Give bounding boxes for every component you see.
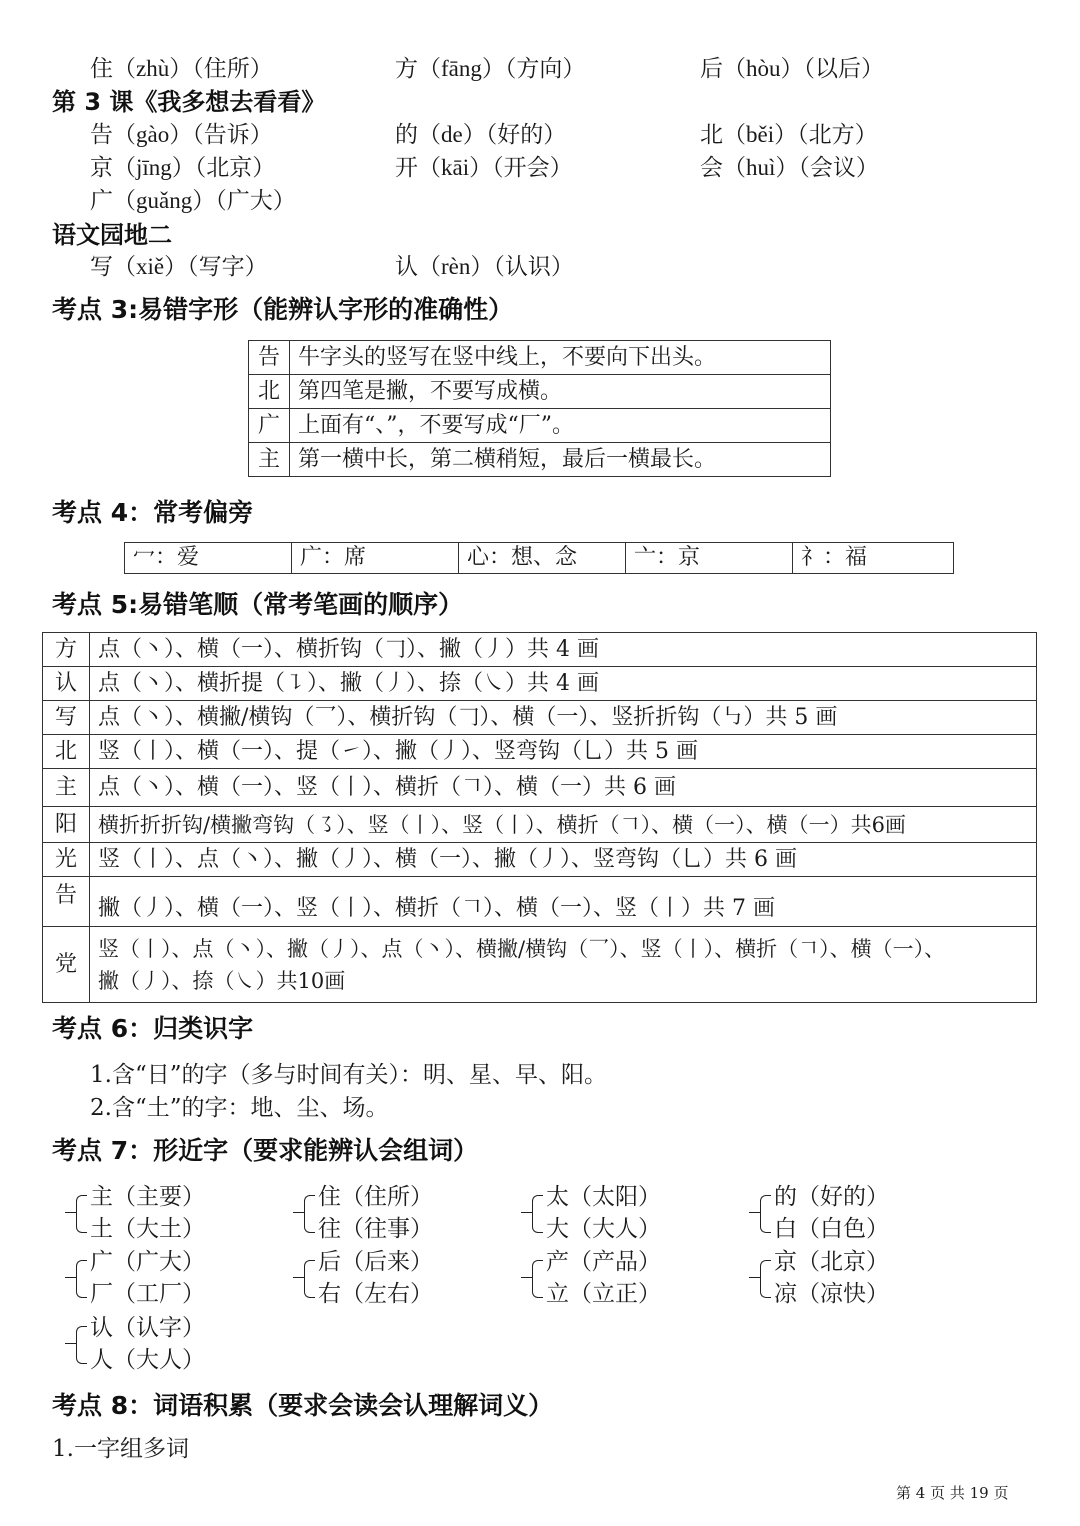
section-title-kp7: 考点 7：形近字（要求能辨认会组词） xyxy=(52,1136,479,1165)
table-cell-order: 撇（丿）、横（一）、竖（丨）、横折（𠃍）、横（一）、竖（丨）共 7 画 xyxy=(90,877,1037,927)
stroke-order-table xyxy=(42,632,1037,1003)
vocab-pinyin: guǎng xyxy=(136,188,193,213)
pair-word: 土（大土） xyxy=(90,1216,205,1242)
vocab-char: 开 xyxy=(395,155,418,181)
vocab-item xyxy=(700,120,878,150)
table-cell-char: 认 xyxy=(43,667,90,701)
paren: ） xyxy=(244,254,268,280)
radical-table xyxy=(124,542,954,574)
table-row xyxy=(249,375,831,409)
table-cell-char: 阳 xyxy=(43,807,90,843)
vocab-char: 后 xyxy=(700,56,723,82)
table-cell-char: 党 xyxy=(43,927,90,1003)
table-cell-order: 横折折折钩/横撇弯钩（㇌）、竖（丨）、竖（丨）、横折（𠃍）、横（一）、横（一）共6画 xyxy=(90,807,1037,843)
brace-icon xyxy=(304,1260,315,1298)
order-line: 竖（丨）、点（丶）、撇（丿）、点（丶）、横撇/横钩（乛）、竖（丨）、横折（𠃍）、横（一）、 xyxy=(98,936,946,961)
vocab-word: 以后 xyxy=(815,56,861,82)
similar-char-pair xyxy=(532,1181,661,1245)
radical-cell: 冖：爱 xyxy=(125,543,292,574)
paren: （ xyxy=(113,122,136,148)
vocab-char: 写 xyxy=(90,254,113,280)
paren: ）（ xyxy=(171,155,207,181)
page-number: 第 4 页 共 19 页 xyxy=(896,1484,1009,1502)
paren: （ xyxy=(418,56,441,82)
paren: ）（ xyxy=(775,155,810,181)
vocab-pinyin: zhù xyxy=(136,56,170,81)
vocab-item xyxy=(90,153,275,183)
vocab-char: 北 xyxy=(700,122,723,148)
vocab-word: 开会 xyxy=(503,155,550,181)
vocab-pinyin: huì xyxy=(746,155,776,180)
table-cell-char: 广 xyxy=(249,409,290,443)
vocab-item xyxy=(90,54,273,84)
vocab-item xyxy=(700,153,879,183)
section-title-kp5: 考点 5:易错笔顺（常考笔画的顺序） xyxy=(52,590,464,619)
paren: （ xyxy=(723,122,746,148)
vocab-pinyin: kāi xyxy=(441,155,470,180)
pair-word: 大（大人） xyxy=(546,1216,661,1242)
list-item: 2.含“土”的字：地、尘、场。 xyxy=(90,1095,389,1121)
radical-cell: 心：想、念 xyxy=(459,543,626,574)
pair-word: 产（产品） xyxy=(546,1249,661,1275)
table-cell-order: 点（丶）、横撇/横钩（乛）、横折钩（𠃌）、横（一）、竖折折钩（㇉）共 5 画 xyxy=(90,701,1037,735)
table-cell-char: 北 xyxy=(43,735,90,769)
vocab-word: 北方 xyxy=(808,122,855,148)
paren: ）（ xyxy=(462,122,498,148)
list-item: 1.含“日”的字（多与时间有关）：明、星、早、阳。 xyxy=(90,1062,607,1088)
vocab-pinyin: jīng xyxy=(136,155,172,180)
paren: ） xyxy=(562,56,586,82)
vocab-char: 广 xyxy=(90,188,113,214)
vocab-char: 告 xyxy=(90,122,113,148)
paren: （ xyxy=(113,188,136,214)
brace-icon xyxy=(532,1195,543,1233)
table-cell-note: 第一横中长，第二横稍短，最后一横最长。 xyxy=(290,443,831,477)
brace-icon xyxy=(76,1260,87,1298)
vocab-char: 住 xyxy=(90,56,113,82)
table-cell-order: 点（丶）、横（一）、横折钩（𠃌）、撇（丿）共 4 画 xyxy=(90,633,1037,667)
table-row xyxy=(249,443,831,477)
radical-cell: 广：席 xyxy=(292,543,459,574)
table-cell-order xyxy=(90,927,1037,1003)
similar-char-pair xyxy=(760,1246,889,1310)
paren: （ xyxy=(418,155,441,181)
table-row xyxy=(125,543,954,574)
vocab-word: 好的 xyxy=(497,122,544,148)
vocab-word: 广大 xyxy=(226,188,273,214)
vocab-item xyxy=(395,54,585,84)
pair-word: 人（大人） xyxy=(90,1347,205,1373)
pair-word: 凉（凉快） xyxy=(774,1281,889,1307)
vocab-pinyin: xiě xyxy=(136,254,165,279)
vocab-item xyxy=(700,54,884,84)
brace-icon xyxy=(760,1260,771,1298)
similar-char-pair xyxy=(76,1312,205,1376)
vocab-char: 会 xyxy=(700,155,723,181)
table-cell-char: 光 xyxy=(43,843,90,877)
table-cell-char: 告 xyxy=(249,341,290,375)
vocab-word: 方向 xyxy=(516,56,563,82)
radical-cell: 礻：福 xyxy=(793,543,954,574)
vocab-item xyxy=(395,252,574,282)
vocab-item xyxy=(90,120,273,150)
similar-char-pair xyxy=(76,1246,205,1310)
paren: ）（ xyxy=(169,56,204,82)
table-row xyxy=(43,927,1037,1003)
table-cell-order: 点（丶）、横折提（㇊）、撇（丿）、捺（㇏）共 4 画 xyxy=(90,667,1037,701)
table-cell-order: 点（丶）、横（一）、竖（丨）、横折（𠃍）、横（一）共 6 画 xyxy=(90,769,1037,807)
table-cell-order: 竖（丨）、点（丶）、撇（丿）、横（一）、撇（丿）、竖弯钩（乚）共 6 画 xyxy=(90,843,1037,877)
table-cell-char: 告 xyxy=(43,877,90,927)
paren: ） xyxy=(249,122,273,148)
paren: ） xyxy=(855,155,879,181)
paren: ） xyxy=(249,56,273,82)
vocab-char: 认 xyxy=(395,254,418,280)
vocab-word: 认识 xyxy=(504,254,551,280)
table-cell-note: 上面有“、”，不要写成“厂”。 xyxy=(290,409,831,443)
vocab-item xyxy=(90,252,268,282)
table-row xyxy=(43,667,1037,701)
pair-word: 的（好的） xyxy=(774,1184,889,1210)
similar-char-pair xyxy=(532,1246,661,1310)
vocab-word: 写字 xyxy=(198,254,245,280)
table-cell-char: 主 xyxy=(249,443,290,477)
similar-char-pair xyxy=(76,1181,205,1245)
vocab-char: 京 xyxy=(90,155,113,181)
pair-word: 立（立正） xyxy=(546,1281,661,1307)
vocab-pinyin: hòu xyxy=(746,56,781,81)
brace-icon xyxy=(76,1326,87,1364)
table-row xyxy=(43,735,1037,769)
paren: （ xyxy=(418,254,441,280)
section-title-kp4: 考点 4：常考偏旁 xyxy=(52,498,254,527)
paren: （ xyxy=(113,155,136,181)
table-row xyxy=(249,409,831,443)
paren: ）（ xyxy=(192,188,227,214)
paren: ）（ xyxy=(470,254,505,280)
subsection-title: 1.一字组多词 xyxy=(52,1436,189,1462)
table-cell-char: 主 xyxy=(43,769,90,807)
paren: （ xyxy=(418,122,441,148)
paren: ） xyxy=(543,122,567,148)
glyph-table xyxy=(248,340,831,477)
table-row xyxy=(43,807,1037,843)
pair-word: 太（太阳） xyxy=(546,1184,661,1210)
section-title-kp8: 考点 8：词语积累（要求会读会认理解词义） xyxy=(52,1391,554,1420)
paren: ） xyxy=(272,188,296,214)
vocab-word: 告诉 xyxy=(203,122,250,148)
paren: （ xyxy=(723,56,746,82)
paren: ） xyxy=(861,56,884,82)
paren: （ xyxy=(113,254,136,280)
pair-word: 厂（工厂） xyxy=(90,1281,205,1307)
section-title-kp6: 考点 6：归类识字 xyxy=(52,1014,254,1043)
brace-icon xyxy=(532,1260,543,1298)
pair-word: 认（认字） xyxy=(90,1315,205,1341)
table-cell-note: 第四笔是撇，不要写成横。 xyxy=(290,375,831,409)
vocab-pinyin: gào xyxy=(136,122,170,147)
pair-word: 主（主要） xyxy=(90,1184,205,1210)
paren: （ xyxy=(723,155,746,181)
paren: ）（ xyxy=(469,155,504,181)
vocab-pinyin: běi xyxy=(746,122,775,147)
vocab-pinyin: de xyxy=(441,122,463,147)
similar-char-pair xyxy=(304,1181,433,1245)
vocab-pinyin: fāng xyxy=(441,56,482,81)
pair-word: 白（白色） xyxy=(774,1216,889,1242)
table-row xyxy=(43,633,1037,667)
pair-word: 右（左右） xyxy=(318,1281,433,1307)
brace-icon xyxy=(760,1195,771,1233)
lesson-title: 第 3 课《我多想去看看》 xyxy=(52,88,326,116)
vocab-char: 的 xyxy=(395,122,418,148)
table-cell-char: 方 xyxy=(43,633,90,667)
garden-title: 语文园地二 xyxy=(52,221,172,249)
table-row xyxy=(43,701,1037,735)
vocab-item xyxy=(90,186,296,216)
table-row xyxy=(43,877,1037,927)
pair-word: 往（往事） xyxy=(318,1216,433,1242)
table-row xyxy=(43,843,1037,877)
vocab-item xyxy=(395,120,566,150)
brace-icon xyxy=(304,1195,315,1233)
paren: ）（ xyxy=(169,122,204,148)
vocab-char: 方 xyxy=(395,56,418,82)
vocab-pinyin: rèn xyxy=(441,254,471,279)
paren: ） xyxy=(854,122,878,148)
table-row xyxy=(249,341,831,375)
vocab-word: 住所 xyxy=(203,56,250,82)
table-cell-char: 北 xyxy=(249,375,290,409)
paren: ）（ xyxy=(164,254,199,280)
paren: ） xyxy=(549,155,573,181)
pair-word: 广（广大） xyxy=(90,1249,205,1275)
paren: （ xyxy=(113,56,136,82)
table-cell-order: 竖（丨）、横（一）、提（㇀）、撇（丿）、竖弯钩（乚）共 5 画 xyxy=(90,735,1037,769)
pair-word: 京（北京） xyxy=(774,1249,889,1275)
similar-char-pair xyxy=(760,1181,889,1245)
vocab-word: 北京 xyxy=(206,155,253,181)
pair-word: 后（后来） xyxy=(318,1249,433,1275)
pair-word: 住（住所） xyxy=(318,1184,433,1210)
paren: ）（ xyxy=(780,56,815,82)
order-line: 撇（丿）、捺（㇏）共10画 xyxy=(98,968,346,993)
vocab-word: 会议 xyxy=(809,155,856,181)
paren: ）（ xyxy=(481,56,517,82)
table-row xyxy=(43,769,1037,807)
similar-char-pair xyxy=(304,1246,433,1310)
paren: ）（ xyxy=(774,122,809,148)
radical-cell: 亠：京 xyxy=(626,543,793,574)
vocab-item xyxy=(395,153,573,183)
section-title-kp3: 考点 3:易错字形（能辨认字形的准确性） xyxy=(52,295,514,324)
paren: ） xyxy=(252,155,276,181)
table-cell-note: 牛字头的竖写在竖中线上，不要向下出头。 xyxy=(290,341,831,375)
brace-icon xyxy=(76,1195,87,1233)
table-cell-char: 写 xyxy=(43,701,90,735)
paren: ） xyxy=(550,254,574,280)
